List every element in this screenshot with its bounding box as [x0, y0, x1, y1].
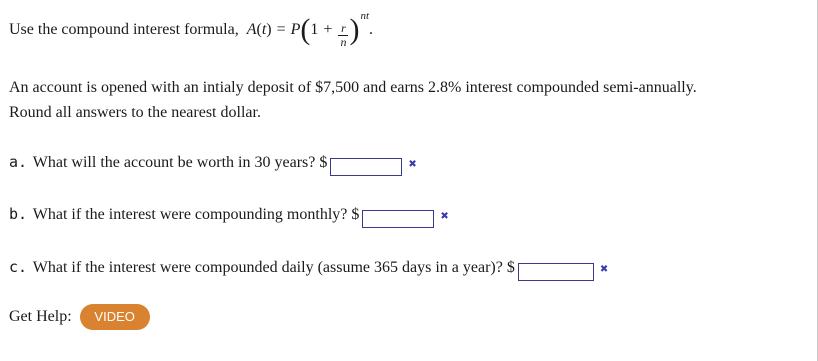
formula-frac-num: r [338, 22, 348, 36]
question-b [9, 204, 449, 228]
x-mark-icon: ✖ [408, 159, 417, 170]
question-a-text-after: years? $ [270, 154, 328, 171]
x-mark-icon: ✖ [440, 211, 449, 222]
compound-interest-formula: A(t) = P(1 + $\frac{r}{n}$ )$^{nt}$. [246, 10, 374, 49]
answer-input-b[interactable] [362, 210, 434, 228]
get-help-label: Get Help: [9, 308, 72, 325]
formula-principal: P [290, 21, 301, 38]
problem-line-1: An account is opened with an intialy deposit of $7,500 and earns 2.8% interest compounded semi-annually. [9, 79, 697, 96]
answer-input-a[interactable] [330, 158, 402, 176]
question-c-letter: c. [9, 258, 28, 276]
problem-line-2: Round all answers to the nearest dollar. [9, 104, 261, 121]
formula-end: . [369, 21, 374, 38]
formula-one: 1 [310, 21, 319, 38]
question-a-letter: a. [9, 153, 28, 171]
question-a [9, 152, 417, 176]
question-c [9, 257, 608, 281]
question-b-letter: b. [9, 205, 28, 223]
formula-fraction [338, 22, 348, 49]
formula-equals: = [276, 21, 286, 38]
formula-frac-den: n [340, 35, 347, 49]
video-button[interactable]: VIDEO [80, 304, 150, 330]
question-a-years: 30 [254, 154, 271, 171]
formula-exponent: nt [360, 10, 370, 22]
formula-lhs-fn: A [246, 21, 257, 38]
question-a-text: What will the account be worth in [32, 154, 255, 171]
get-help-row [9, 304, 150, 330]
intro-text: Use the compound interest formula, [9, 21, 243, 38]
x-mark-icon: ✖ [599, 264, 609, 275]
question-b-text: What if the interest were compounding monthly? $ [32, 206, 360, 223]
question-c-text: What if the interest were compounded daily (assume 365 days in a year)? $ [32, 259, 515, 276]
intro-line [9, 10, 374, 49]
formula-lhs-var: t [261, 21, 267, 38]
formula-plus: + [323, 21, 333, 38]
answer-input-c[interactable] [518, 263, 594, 281]
